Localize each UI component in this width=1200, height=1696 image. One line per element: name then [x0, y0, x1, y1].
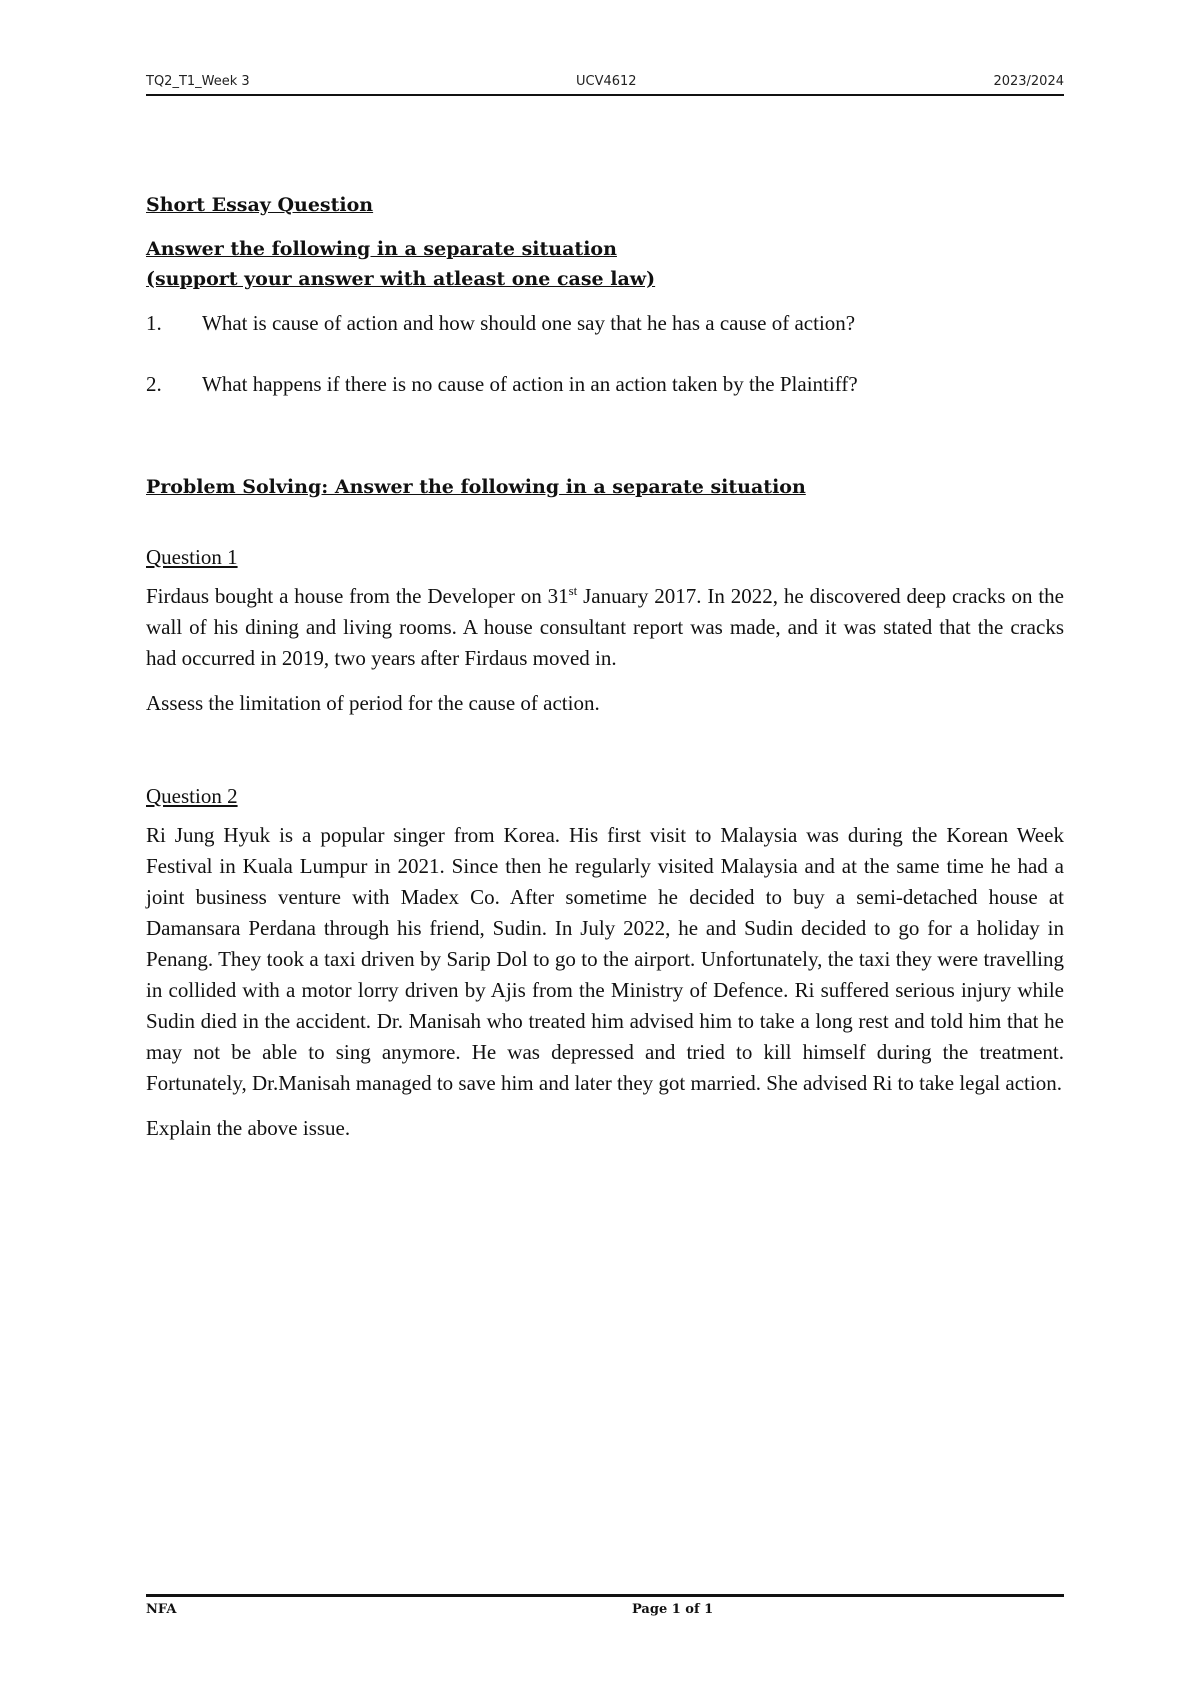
question-2-title: Question 2	[146, 784, 238, 808]
question-2-scenario: Ri Jung Hyuk is a popular singer from Korea. His first visit to Malaysia was during the Korean Week Festival in Kuala Lumpur in 2021. Since then he regularly visited Malaysia and at the same time he had a joint business venture with Madex Co. After sometime he decided to buy a semi-detached house at Damansara Perdana through his friend, Sudin. In July 2022, he and Sudin decided to go for a holiday in Penang. They took a taxi driven by Sarip Dol to go to the airport. Unfortunately, the taxi they were travelling in collided with a motor lorry driven by Ajis from the Ministry of Defence. Ri suffered serious injury while Sudin died in the accident. Dr. Manisah who treated him advised him to take a long rest and told him that he may not be able to sing anymore. He was depressed and tried to kill himself during the treatment. Fortunately, Dr.Manisah managed to save him and later they got married. She advised Ri to take legal action.	[146, 823, 1064, 1095]
essay-question-text: What happens if there is no cause of action in an action taken by the Plaintiff?	[202, 372, 858, 396]
page-header	[146, 70, 1064, 94]
header-divider	[146, 94, 1064, 96]
question-1-scenario	[146, 581, 1064, 674]
essay-question-1	[146, 308, 1064, 339]
essay-question-number: 2.	[146, 372, 162, 396]
footer-author-initials: NFA	[146, 1602, 177, 1617]
section-spacer	[146, 733, 1064, 781]
scenario-text-part: Firdaus bought a house from the Developer on 31	[146, 584, 569, 608]
header-academic-year: 2023/2024	[993, 74, 1064, 89]
short-essay-heading: Short Essay Question	[146, 194, 374, 216]
footer-divider	[146, 1594, 1064, 1597]
question-1-title: Question 1	[146, 545, 238, 569]
document-body	[146, 190, 1064, 1158]
essay-question-2	[146, 369, 1064, 400]
footer-page-number: Page 1 of 1	[632, 1602, 714, 1617]
problem-solving-heading: Problem Solving: Answer the following in a separate situation	[146, 476, 806, 498]
page-footer	[146, 1600, 1064, 1624]
short-essay-instruction: Answer the following in a separate situation	[146, 238, 617, 260]
essay-question-text: What is cause of action and how should one say that he has a cause of action?	[202, 311, 856, 335]
scenario-text-part: January 2017. In 2022, he discovered deep cracks on the wall of his dining and living rooms. A house consultant report was made, and it was stated that the cracks had occurred in 2019, two years after Firdaus moved in.	[146, 584, 1064, 670]
question-1-task: Assess the limitation of period for the cause of action.	[146, 691, 600, 715]
ordinal-suffix: st	[568, 583, 578, 598]
essay-question-number: 1.	[146, 311, 162, 335]
short-essay-instruction-note: (support your answer with atleast one case law)	[146, 268, 656, 290]
header-course-week: TQ2_T1_Week 3	[146, 74, 250, 89]
header-course-code: UCV4612	[576, 74, 637, 89]
question-2-task: Explain the above issue.	[146, 1116, 351, 1140]
